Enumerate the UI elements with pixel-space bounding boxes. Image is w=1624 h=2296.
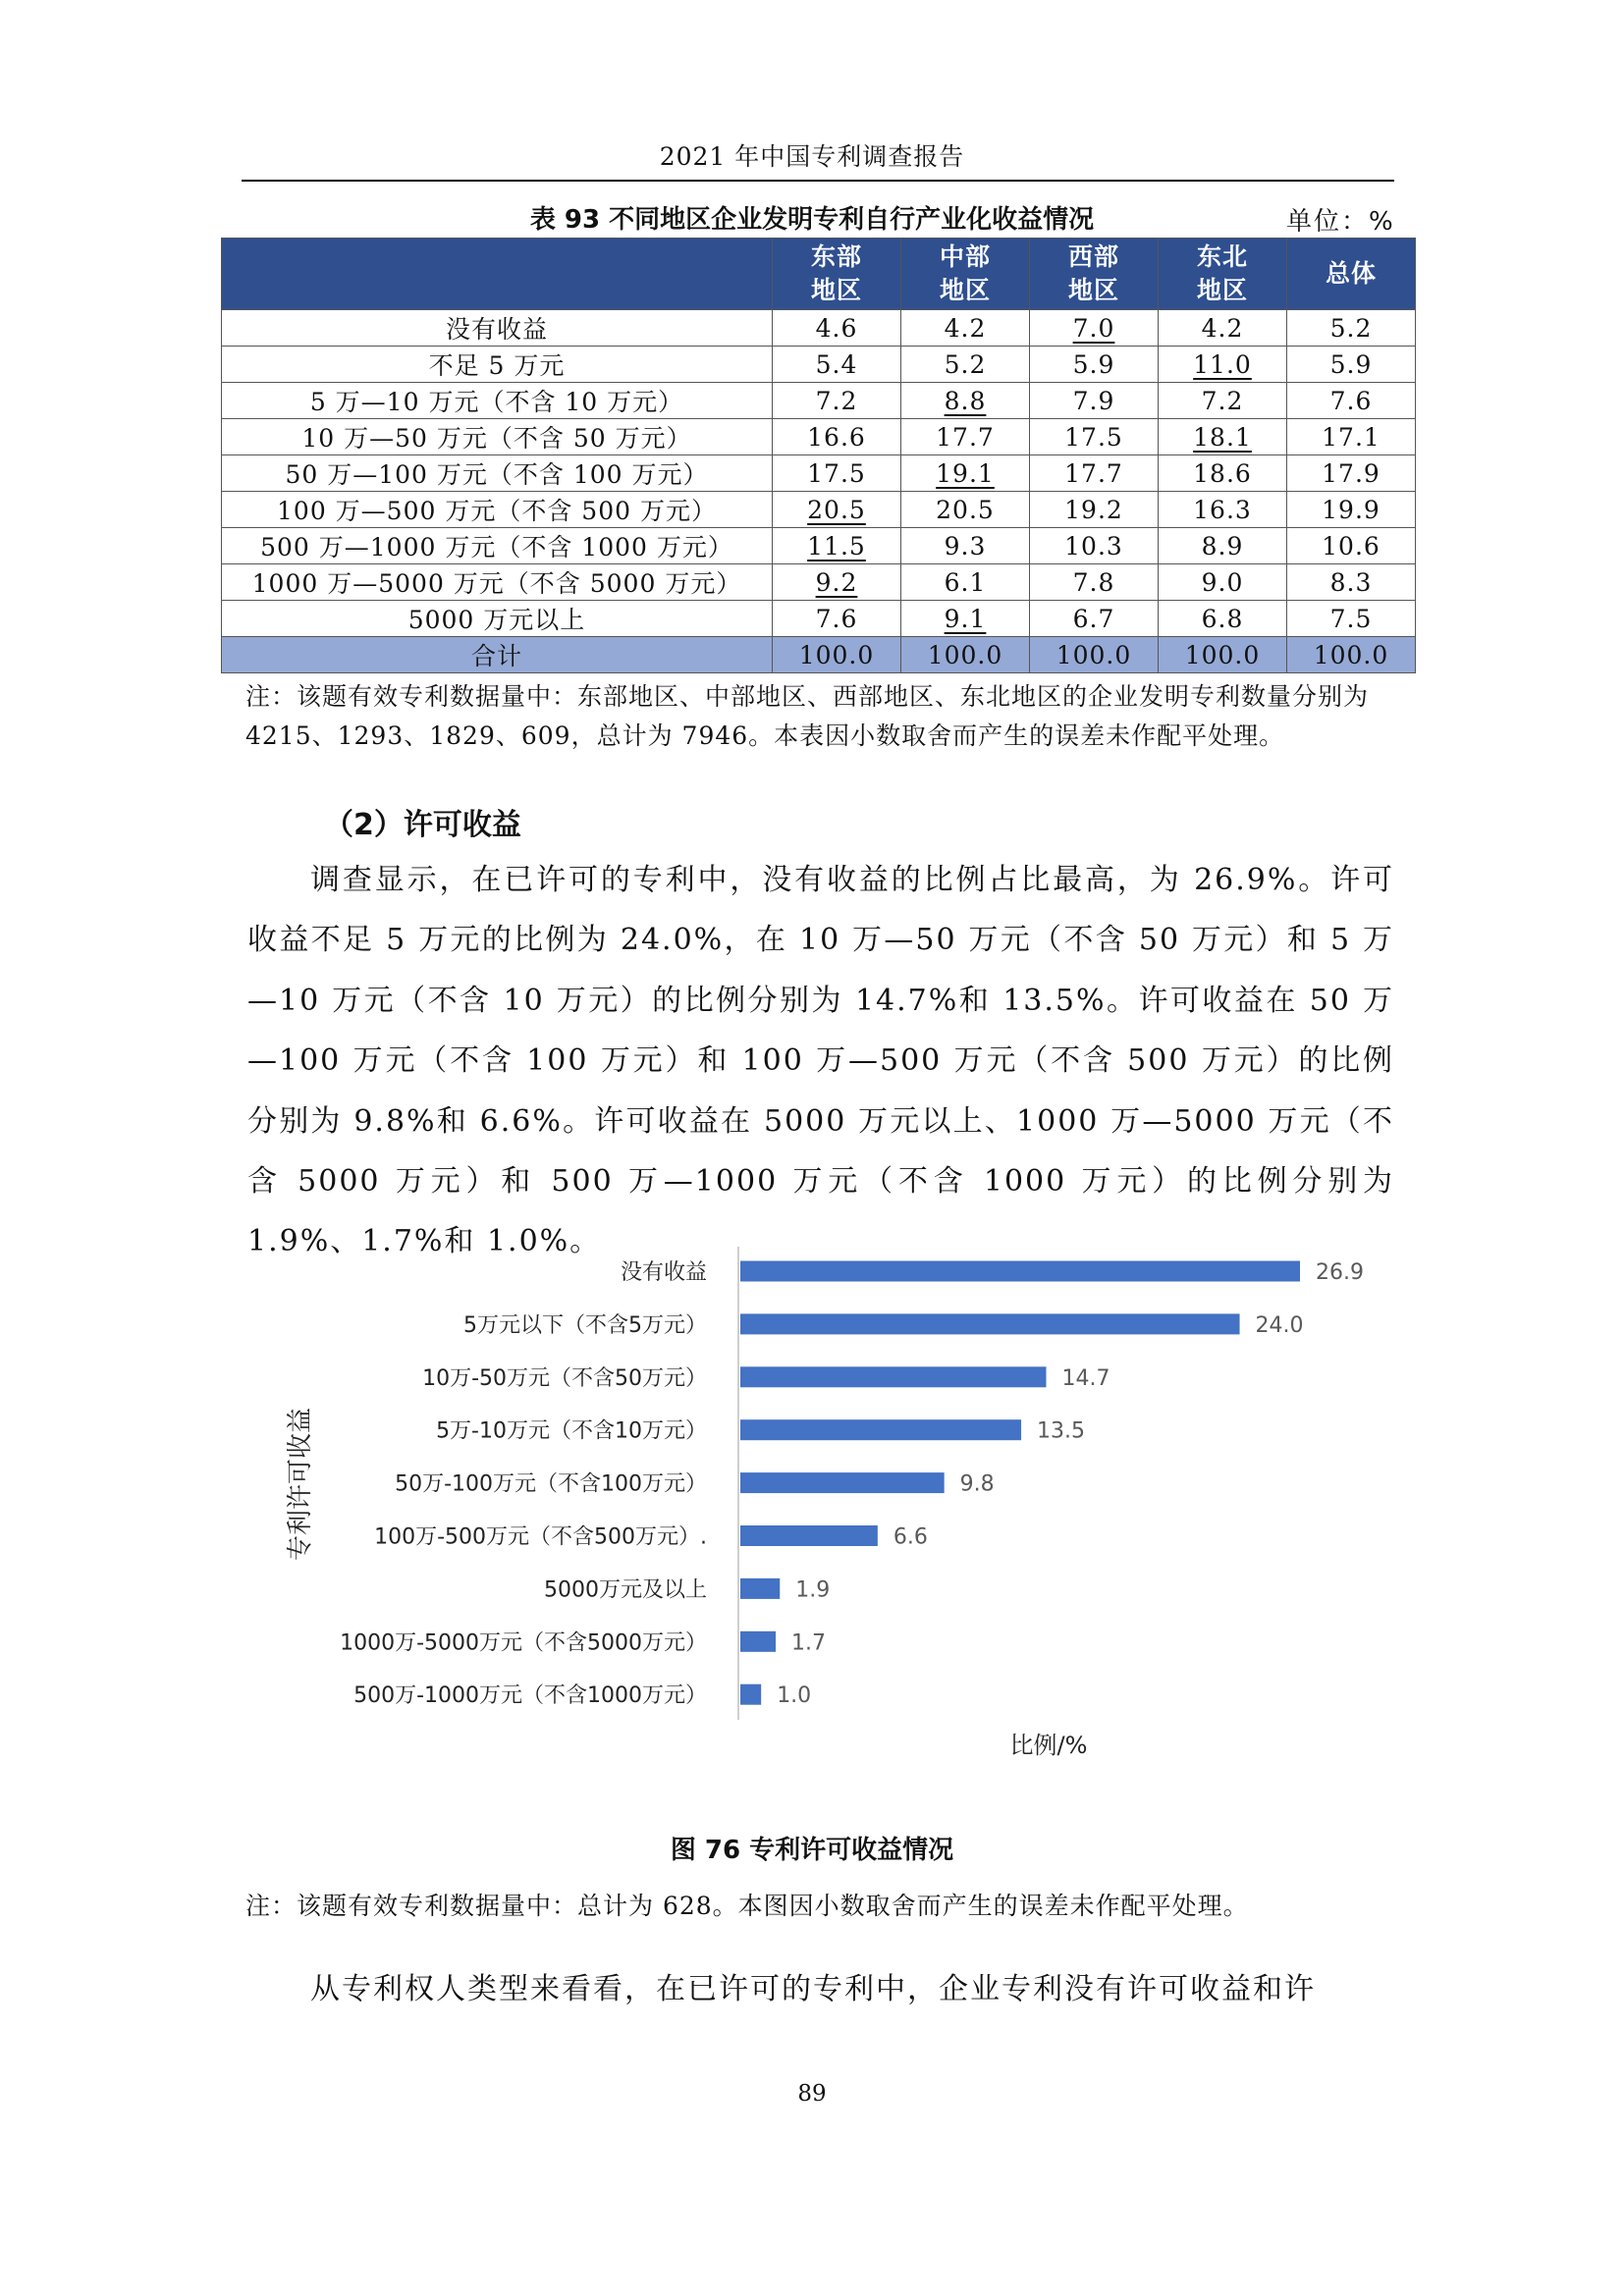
row-label: 5000 万元以上	[222, 601, 773, 637]
cell-value: 5.2	[1329, 313, 1373, 343]
header-cell: 总体	[1287, 239, 1416, 310]
header-rule	[242, 180, 1394, 182]
header-cell-empty	[222, 239, 773, 310]
category-label: 5万元以下（不含5万元）	[463, 1312, 707, 1338]
total-label: 合计	[222, 637, 773, 673]
table-cell	[1159, 492, 1287, 528]
table-cell	[1287, 310, 1416, 347]
bar	[740, 1684, 761, 1705]
cell-value: 7.6	[815, 604, 858, 633]
cell-value: 7.0	[1072, 313, 1115, 343]
data-label: 9.8	[959, 1471, 995, 1497]
bar	[740, 1525, 878, 1546]
row-label: 500 万—1000 万元（不含 1000 万元）	[222, 528, 773, 564]
paragraph-patentee-type: 从专利权人类型来看看，在已许可的专利中，企业专利没有许可收益和许	[310, 1972, 1316, 2006]
data-label: 24.0	[1255, 1312, 1304, 1338]
cell-value: 19.1	[936, 458, 995, 488]
table-header-row	[222, 239, 1416, 310]
row-label: 50 万—100 万元（不含 100 万元）	[222, 455, 773, 492]
cell-value: 7.9	[1072, 386, 1115, 415]
category-label: 没有收益	[620, 1260, 707, 1285]
table-cell	[1159, 419, 1287, 455]
cell-value: 20.5	[936, 495, 995, 524]
header-cell: 东部 地区	[773, 239, 901, 310]
table-cell	[1030, 455, 1159, 492]
cell-value: 9.0	[1201, 567, 1244, 597]
table-cell	[901, 310, 1030, 347]
data-label: 1.0	[777, 1683, 812, 1709]
cell-value: 6.8	[1201, 604, 1244, 633]
bar	[740, 1261, 1300, 1282]
table-cell	[901, 347, 1030, 383]
table-note: 注：该题有效专利数据量中：东部地区、中部地区、西部地区、东北地区的企业发明专利数量分别为 4215、1293、1829、609，总计为 7946。本表因小数取舍而产生的误差未作配平处理。	[245, 682, 1370, 750]
license-income-bar-chart	[0, 1227, 1624, 1777]
table-cell	[1030, 419, 1159, 455]
cell-value: 7.8	[1072, 567, 1115, 597]
table-cell	[1287, 347, 1416, 383]
total-cell: 100.0	[773, 637, 901, 673]
total-row	[222, 637, 1416, 673]
figure-caption: 图 76 专利许可收益情况	[670, 1836, 954, 1865]
table-cell	[901, 455, 1030, 492]
cell-value: 8.9	[1201, 531, 1244, 561]
category-label: 10万-50万元（不含50万元）	[422, 1365, 707, 1391]
total-cell: 100.0	[1287, 637, 1416, 673]
cell-value: 17.7	[1064, 458, 1123, 488]
table-cell	[1030, 347, 1159, 383]
cell-value: 4.6	[815, 313, 858, 343]
cell-value: 17.9	[1322, 458, 1380, 488]
table-cell	[773, 601, 901, 637]
row-label: 10 万—50 万元（不含 50 万元）	[222, 419, 773, 455]
category-label: 5万-10万元（不含10万元）	[436, 1418, 707, 1444]
table-cell	[1030, 492, 1159, 528]
table-cell	[1159, 528, 1287, 564]
cell-value: 16.3	[1193, 495, 1252, 524]
data-label: 6.6	[893, 1524, 928, 1550]
table-row	[222, 564, 1416, 601]
cell-value: 20.5	[807, 495, 866, 524]
table-row	[222, 310, 1416, 347]
figure-note: 注：该题有效专利数据量中：总计为 628。本图因小数取舍而产生的误差未作配平处理。	[245, 1892, 1249, 1920]
cell-value: 18.6	[1193, 458, 1252, 488]
cell-value: 17.7	[936, 422, 995, 452]
row-label: 5 万—10 万元（不含 10 万元）	[222, 383, 773, 419]
cell-value: 17.5	[1064, 422, 1123, 452]
bar	[740, 1472, 945, 1493]
table-cell	[773, 455, 901, 492]
cell-value: 11.0	[1193, 349, 1252, 379]
cell-value: 5.4	[815, 349, 858, 379]
total-cell: 100.0	[1159, 637, 1287, 673]
table-cell	[1159, 383, 1287, 419]
table-cell	[773, 310, 901, 347]
table-cell	[773, 564, 901, 601]
data-label: 1.9	[795, 1577, 831, 1603]
bar	[740, 1578, 780, 1599]
table-row	[222, 528, 1416, 564]
table-cell	[1287, 601, 1416, 637]
table-cell	[1159, 564, 1287, 601]
cell-value: 7.6	[1329, 386, 1373, 415]
cell-value: 4.2	[944, 313, 987, 343]
row-label: 1000 万—5000 万元（不含 5000 万元）	[222, 564, 773, 601]
cell-value: 5.9	[1329, 349, 1373, 379]
cell-value: 19.2	[1064, 495, 1123, 524]
table-cell	[773, 383, 901, 419]
table-title: 表 93 不同地区企业发明专利自行产业化收益情况	[529, 205, 1095, 235]
cell-value: 9.2	[815, 567, 858, 597]
table-cell	[1287, 564, 1416, 601]
row-label: 100 万—500 万元（不含 500 万元）	[222, 492, 773, 528]
cell-value: 8.8	[944, 386, 987, 415]
table-body	[222, 310, 1416, 673]
bar	[740, 1313, 1240, 1334]
table-cell	[1287, 383, 1416, 419]
cell-value: 19.9	[1322, 495, 1380, 524]
table-cell	[1030, 564, 1159, 601]
cell-value: 5.2	[944, 349, 987, 379]
cell-value: 5.9	[1072, 349, 1115, 379]
data-label: 1.7	[791, 1630, 827, 1656]
data-label: 13.5	[1037, 1418, 1086, 1444]
cell-value: 9.3	[944, 531, 987, 561]
total-cell: 100.0	[1030, 637, 1159, 673]
cell-value: 7.2	[815, 386, 858, 415]
table-cell	[1030, 528, 1159, 564]
running-header: 2021 年中国专利调查报告	[659, 142, 965, 171]
category-label: 1000万-5000万元（不含5000万元）	[340, 1630, 707, 1656]
row-label: 不足 5 万元	[222, 347, 773, 383]
table-row	[222, 419, 1416, 455]
cell-value: 9.1	[944, 604, 987, 633]
paragraph-license-income: 调查显示，在已许可的专利中，没有收益的比例占比最高，为 26.9%。许可收益不足 5 万元的比例为 24.0%，在 10 万—50 万元（不含 50 万元）和 5 万—10 万元（不含 10 万元）的比例分别为 14.7%和 13.5%。许可收益在 50 万—100 万元（不含 100 万元）和 100 万—500 万元（不含 500 万元）的比例分别为 9.8%和 6.6%。许可收益在 5000 万元以上、1000 万—5000 万元（不含 5000 万元）和 500 万—1000 万元（不含 1000 万元）的比例分别为 1.9%、1.7%和 1.0%。	[247, 863, 1394, 1259]
cell-value: 6.1	[944, 567, 987, 597]
bar	[740, 1419, 1021, 1440]
y-axis-title: 专利许可收益	[286, 1407, 315, 1562]
table-cell	[901, 564, 1030, 601]
cell-value: 8.3	[1329, 567, 1373, 597]
table-cell	[1030, 601, 1159, 637]
table-cell	[901, 492, 1030, 528]
cell-value: 17.1	[1322, 422, 1380, 452]
bar	[740, 1631, 776, 1652]
table-cell	[1287, 455, 1416, 492]
table-cell	[1287, 528, 1416, 564]
table-cell	[1287, 492, 1416, 528]
cell-value: 7.5	[1329, 604, 1373, 633]
table-cell	[773, 347, 901, 383]
table-cell	[773, 419, 901, 455]
header-cell: 中部 地区	[901, 239, 1030, 310]
table-cell	[901, 383, 1030, 419]
table-cell	[1030, 310, 1159, 347]
cell-value: 7.2	[1201, 386, 1244, 415]
cell-value: 18.1	[1193, 422, 1252, 452]
cell-value: 11.5	[807, 531, 866, 561]
cell-value: 16.6	[807, 422, 866, 452]
table-row	[222, 492, 1416, 528]
table-cell	[1159, 310, 1287, 347]
table-cell	[1159, 347, 1287, 383]
x-axis-title: 比例/%	[1009, 1732, 1088, 1759]
table-cell	[901, 601, 1030, 637]
table-cell	[1159, 601, 1287, 637]
category-label: 100万-500万元（不含500万元）.	[374, 1524, 707, 1550]
section-heading: （2）许可收益	[324, 808, 521, 842]
bar	[740, 1366, 1046, 1387]
table-cell	[901, 419, 1030, 455]
data-label: 26.9	[1316, 1260, 1364, 1285]
table-cell	[1159, 455, 1287, 492]
table-row	[222, 455, 1416, 492]
table-unit: 单位：%	[1286, 207, 1395, 237]
table-cell	[773, 528, 901, 564]
cell-value: 6.7	[1072, 604, 1115, 633]
row-label: 没有收益	[222, 310, 773, 347]
category-label: 50万-100万元（不含100万元）	[395, 1471, 707, 1497]
cell-value: 10.6	[1322, 531, 1380, 561]
table-cell	[1287, 419, 1416, 455]
table-cell	[773, 492, 901, 528]
table-cell	[1030, 383, 1159, 419]
header-cell: 西部 地区	[1030, 239, 1159, 310]
table-row	[222, 601, 1416, 637]
cell-value: 4.2	[1201, 313, 1244, 343]
cell-value: 10.3	[1064, 531, 1123, 561]
table-row	[222, 347, 1416, 383]
page-number: 89	[797, 2081, 827, 2107]
header-cell: 东北 地区	[1159, 239, 1287, 310]
category-label: 5000万元及以上	[544, 1577, 707, 1603]
data-table	[221, 238, 1416, 673]
category-label: 500万-1000万元（不含1000万元）	[353, 1683, 707, 1709]
table-row	[222, 383, 1416, 419]
cell-value: 17.5	[807, 458, 866, 488]
data-label: 14.7	[1061, 1365, 1110, 1391]
table-cell	[901, 528, 1030, 564]
total-cell: 100.0	[901, 637, 1030, 673]
